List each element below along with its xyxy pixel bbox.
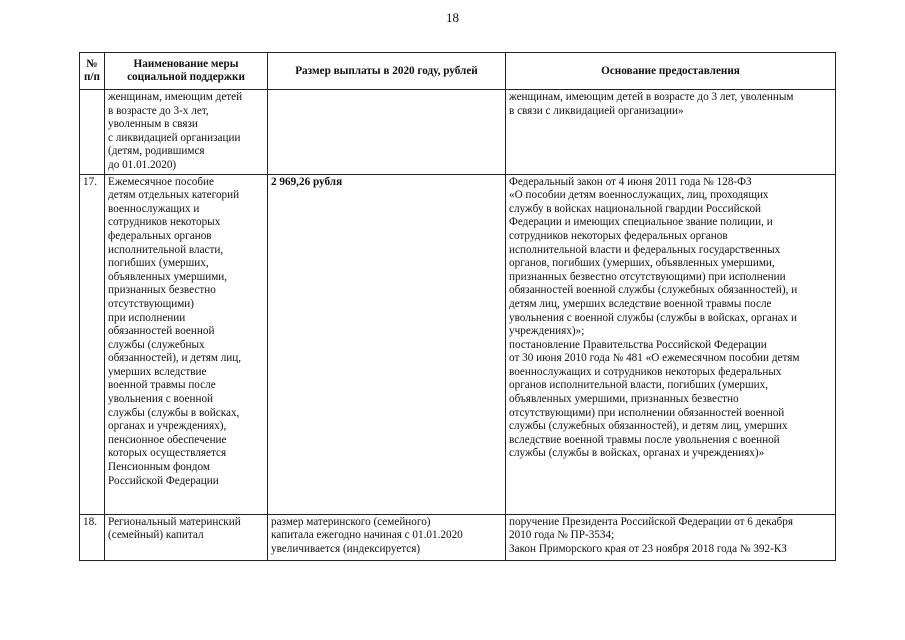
support-measure-name-line: обязанностей военной <box>108 325 215 338</box>
legal-basis-line: детям лиц, умерших вследствие военной травмы после <box>509 297 772 310</box>
header-line: Основание предоставления <box>601 64 740 77</box>
legal-basis-line: органов, погибших (умерших, объявленных умершими, <box>509 257 775 270</box>
legal-basis-line: поручение Президента Российской Федерации от 6 декабря <box>509 515 793 528</box>
support-measure-name-line: до 01.01.2020) <box>108 158 177 171</box>
payment-amount-line: увеличивается (индексируется) <box>271 542 421 555</box>
legal-basis-line: сотрудников некоторых федеральных органов <box>509 229 728 242</box>
header-amount <box>268 53 506 90</box>
support-measure-name-line: (детям, родившимся <box>108 145 205 158</box>
legal-basis-line: в связи с ликвидацией организации» <box>509 104 684 117</box>
header-line: п/п <box>83 71 100 83</box>
legal-basis-line: Федерации и имеющих специальное звание полиции, и <box>509 216 773 229</box>
legal-basis-line: признанных безвестно отсутствующими) при исполнении <box>509 270 786 283</box>
legal-basis-line: службы (службы в войсках, органах и учреждениях)» <box>509 447 765 460</box>
support-measure-name-line: погибших (умерших, <box>108 257 209 270</box>
legal-basis-line: женщинам, имеющим детей в возрасте до 3 лет, уволенным <box>509 91 794 103</box>
table-body <box>80 90 836 561</box>
legal-basis-line: службы (служебных обязанностей), и детям лиц, умерших <box>509 420 788 433</box>
support-measure-name-line: детям отдельных категорий <box>108 189 240 202</box>
table-row <box>80 514 836 560</box>
legal-basis <box>506 90 836 175</box>
legal-basis-line: военнослужащих и сотрудников некоторых федеральных <box>509 365 782 378</box>
support-measure-name-line: исполнительной власти, <box>108 243 224 256</box>
support-measure-name-line: Региональный материнский <box>108 515 241 528</box>
page-number: 18 <box>446 10 459 25</box>
legal-basis <box>506 514 836 560</box>
table-row <box>80 90 836 175</box>
social-support-table <box>79 52 836 561</box>
legal-basis-line: отсутствующими) при исполнении обязанностей военной <box>509 406 785 419</box>
support-measure-name-line: признанных безвестно <box>108 284 216 297</box>
legal-basis-line: Закон Приморского края от 23 ноября 2018 года № 392-КЗ <box>509 542 787 555</box>
support-measure-name-line: службы (службы в войсках, <box>108 406 240 419</box>
row-number: 18. <box>80 514 105 560</box>
header-basis <box>506 53 836 90</box>
header-name <box>105 53 268 90</box>
support-measure-name-line: обязанностей), и детям лиц, <box>108 352 242 365</box>
support-measure-name-line: (семейный) капитал <box>108 529 204 542</box>
legal-basis-line: Федеральный закон от 4 июня 2011 года № 128-ФЗ <box>509 175 752 188</box>
support-measure-name <box>105 174 268 514</box>
support-measure-name-line: объявленных умершими, <box>108 270 228 283</box>
payment-amount <box>268 514 506 560</box>
support-measure-name-line: которых осуществляется <box>108 447 227 460</box>
support-measure-name-line: Ежемесячное пособие <box>108 175 214 188</box>
support-measure-name-line: при исполнении <box>108 311 186 324</box>
support-measure-name-line: в возрасте до 3-х лет, <box>108 104 209 117</box>
support-measure-name-line: военнослужащих и <box>108 202 200 215</box>
payment-amount-line: размер материнского (семейного) <box>271 515 431 528</box>
legal-basis-line: увольнения с военной службы (службы в войсках, органах и <box>509 311 798 324</box>
support-measure-name-line: службы (служебных <box>108 338 205 351</box>
legal-basis-line: объявленных умершими, признанных безвестно <box>509 393 739 406</box>
legal-basis-line: от 30 июня 2010 года № 481 «О ежемесячном пособии детям <box>509 352 800 365</box>
table-row <box>80 174 836 514</box>
support-measure-name-line: отсутствующими) <box>108 297 195 310</box>
legal-basis-line: вследствие военной травмы после увольнения с военной <box>509 433 780 446</box>
legal-basis-line: органов исполнительной власти, погибших (умерших, <box>509 379 769 392</box>
support-measure-name-line: пенсионное обеспечение <box>108 433 227 446</box>
header-line: Размер выплаты в 2020 году, рублей <box>295 64 478 77</box>
support-measure-name <box>105 514 268 560</box>
payment-amount <box>268 174 506 514</box>
legal-basis-line: «О пособии детям военнослужащих, лиц, проходящих <box>509 189 769 202</box>
support-measure-name-line: увольнения с военной <box>108 393 214 406</box>
legal-basis-line: службу в войсках национальной гвардии Российской <box>509 202 762 215</box>
legal-basis-line: исполнительной власти и федеральных государственных <box>509 243 781 256</box>
legal-basis-line: обязанностей военной службы (служебных обязанностей), и <box>509 284 798 297</box>
support-measure-name-line: военной травмы после <box>108 379 216 392</box>
header-num <box>80 53 105 90</box>
support-measure-name-line: уволенным в связи <box>108 118 198 131</box>
support-measure-name-line: женщинам, имеющим детей <box>108 91 243 103</box>
header-line: Наименование меры <box>133 58 239 70</box>
legal-basis <box>506 174 836 514</box>
support-measure-name <box>105 90 268 175</box>
table-header-row <box>80 53 836 90</box>
support-measure-name-line: Пенсионным фондом <box>108 461 210 474</box>
support-measure-name-line: Российской Федерации <box>108 474 219 487</box>
legal-basis-line: учреждениях)»; <box>509 325 585 338</box>
support-measure-name-line: умерших вследствие <box>108 365 207 378</box>
header-line: № <box>86 58 98 70</box>
support-measure-name-line: с ликвидацией организации <box>108 131 241 144</box>
row-number: 17. <box>80 174 105 514</box>
legal-basis-line: 2010 года № ПР-3534; <box>509 529 615 542</box>
support-measure-name-line: федеральных органов <box>108 229 212 242</box>
header-line: социальной поддержки <box>127 71 245 83</box>
support-measure-name-line: органах и учреждениях), <box>108 420 227 433</box>
legal-basis-line: постановление Правительства Российской Федерации <box>509 338 767 351</box>
payment-amount <box>268 90 506 175</box>
payment-amount-line: капитала ежегодно начиная с 01.01.2020 <box>271 529 463 542</box>
row-number <box>80 90 105 175</box>
payment-amount-line: 2 969,26 рубля <box>271 175 343 188</box>
support-measure-name-line: сотрудников некоторых <box>108 216 221 229</box>
